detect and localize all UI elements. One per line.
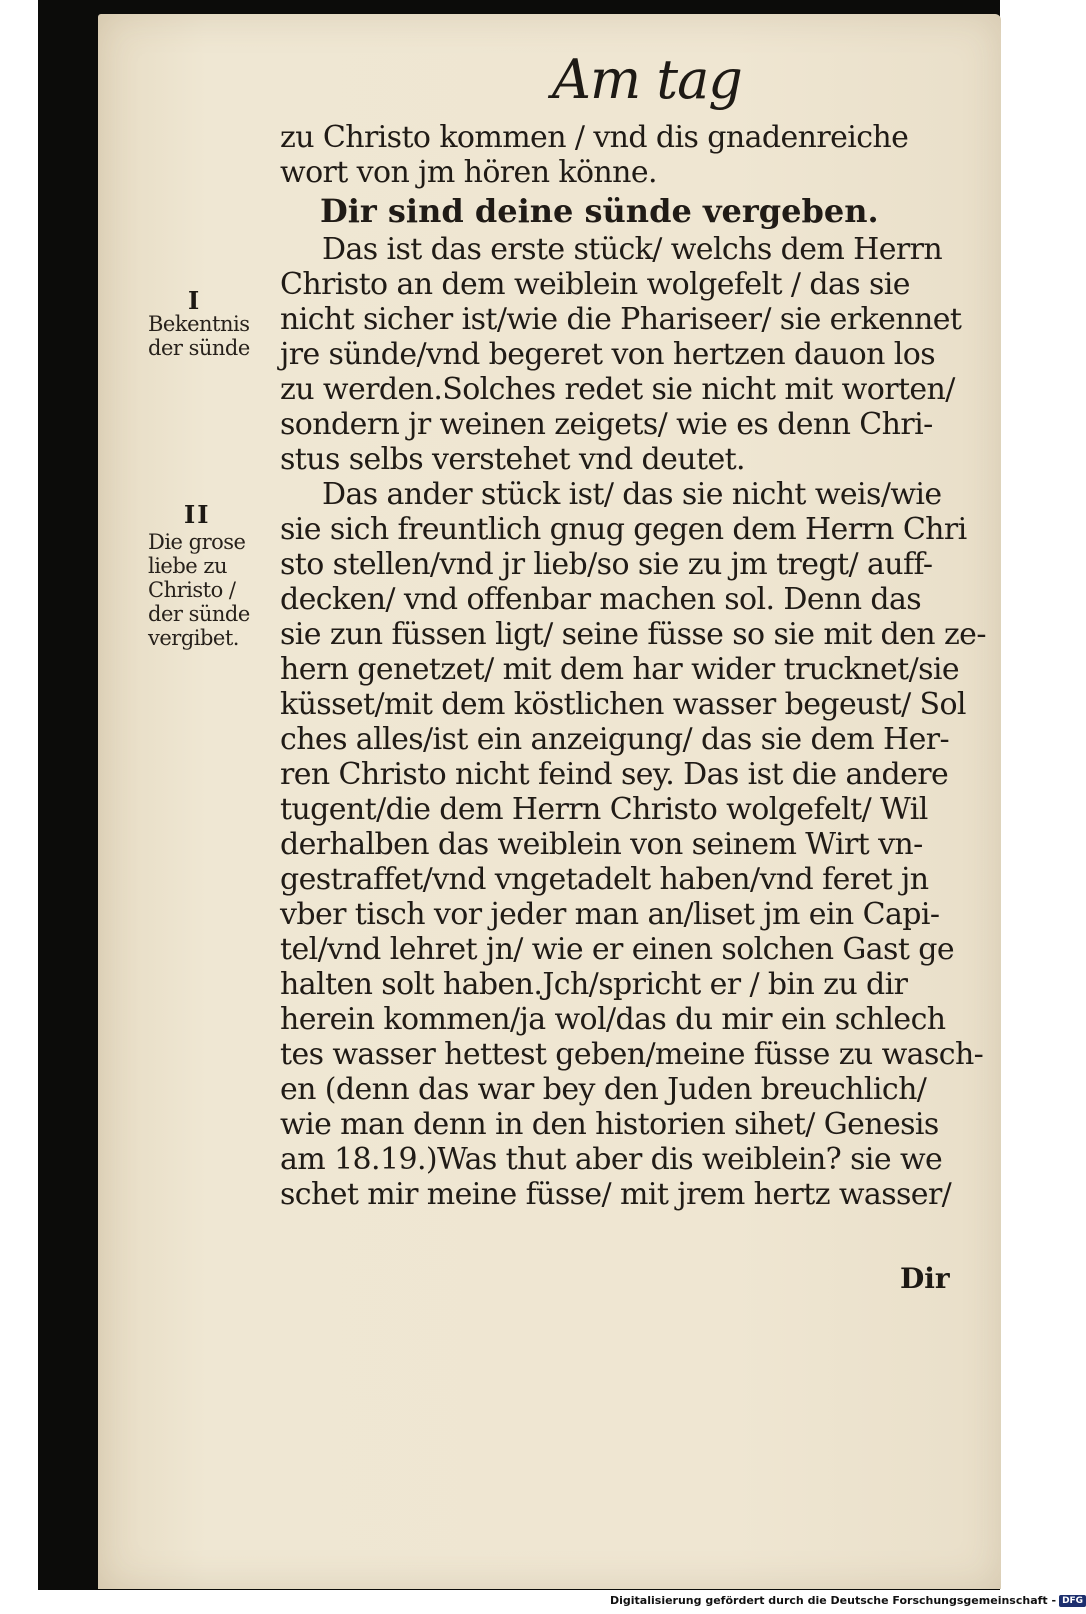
body-line: hern genetzet/ mit dem har wider trucknet/sie: [280, 652, 960, 687]
body-line: am 18.19.)Was thut aber dis weiblein? sie we: [280, 1142, 943, 1177]
body-line: zu Christo kommen / vnd dis gnadenreiche: [280, 120, 909, 155]
body-line: en (denn das war bey den Juden breuchlich/: [280, 1072, 927, 1107]
body-line: schet mir meine füsse/ mit jrem hertz wasser/: [280, 1177, 952, 1212]
body-line: stus selbs verstehet vnd deutet.: [280, 442, 745, 477]
body-line: tel/vnd lehret jn/ wie er einen solchen Gast ge: [280, 932, 955, 967]
margin-note-2-line: vergibet.: [148, 626, 239, 650]
body-line: ches alles/ist ein anzeigung/ das sie dem Her-: [280, 722, 950, 757]
body-line: halten solt haben.Jch/spricht er / bin zu dir: [280, 967, 908, 1002]
body-line: sto stellen/vnd jr lieb/so sie zu jm tregt/ auff-: [280, 547, 933, 582]
margin-note-2-line: Die grose: [148, 530, 246, 554]
body-line: wie man denn in den historien sihet/ Genesis: [280, 1107, 939, 1142]
margin-note-2-line: Christo /: [148, 578, 236, 602]
margin-note-2-line: der sünde: [148, 602, 250, 626]
body-line: vber tisch vor jeder man an/liset jm ein Capi-: [280, 897, 940, 932]
body-line: Das ander stück ist/ das sie nicht weis/wie: [322, 477, 942, 512]
running-head: Am tag: [552, 48, 742, 111]
digitization-credit: [610, 1594, 1086, 1607]
body-line: küsset/mit dem köstlichen wasser begeust/ Sol: [280, 687, 966, 722]
body-line: sondern jr weinen zeigets/ wie es denn Chri-: [280, 407, 933, 442]
body-line: sie zun füssen ligt/ seine füsse so sie mit den ze-: [280, 617, 986, 652]
margin-note-1-line: Bekentnis: [148, 312, 250, 336]
body-line: ren Christo nicht feind sey. Das ist die andere: [280, 757, 949, 792]
body-line: nicht sicher ist/wie die Phariseer/ sie erkennet: [280, 302, 962, 337]
body-line: derhalben das weiblein von seinem Wirt vn-: [280, 827, 923, 862]
credit-text: Digitalisierung gefördert durch die Deutsche Forschungsgemeinschaft -: [610, 1594, 1057, 1607]
body-line: zu werden.Solches redet sie nicht mit worten/: [280, 372, 955, 407]
section-heading: Dir sind deine sünde vergeben.: [320, 192, 879, 230]
body-line: Das ist das erste stück/ welchs dem Herrn: [322, 232, 943, 267]
margin-note-1-line: der sünde: [148, 336, 250, 360]
body-line: wort von jm hören könne.: [280, 155, 657, 190]
body-line: tugent/die dem Herrn Christo wolgefelt/ Wil: [280, 792, 928, 827]
catchword: Dir: [900, 1262, 950, 1295]
margin-number-1: I: [188, 286, 202, 315]
body-line: decken/ vnd offenbar machen sol. Denn das: [280, 582, 922, 617]
body-line: tes wasser hettest geben/meine füsse zu wasch-: [280, 1037, 984, 1072]
margin-note-2-line: liebe zu: [148, 554, 227, 578]
margin-number-2: II: [184, 500, 211, 529]
body-text: [280, 120, 986, 1212]
body-line: gestraffet/vnd vngetadelt haben/vnd feret jn: [280, 862, 929, 897]
body-line: sie sich freuntlich gnug gegen dem Herrn Chri: [280, 512, 967, 547]
body-line: jre sünde/vnd begeret von hertzen dauon los: [280, 337, 935, 372]
body-line: Christo an dem weiblein wolgefelt / das sie: [280, 267, 910, 302]
dfg-logo-icon: DFG: [1059, 1595, 1086, 1607]
body-line: herein kommen/ja wol/das du mir ein schlech: [280, 1002, 946, 1037]
